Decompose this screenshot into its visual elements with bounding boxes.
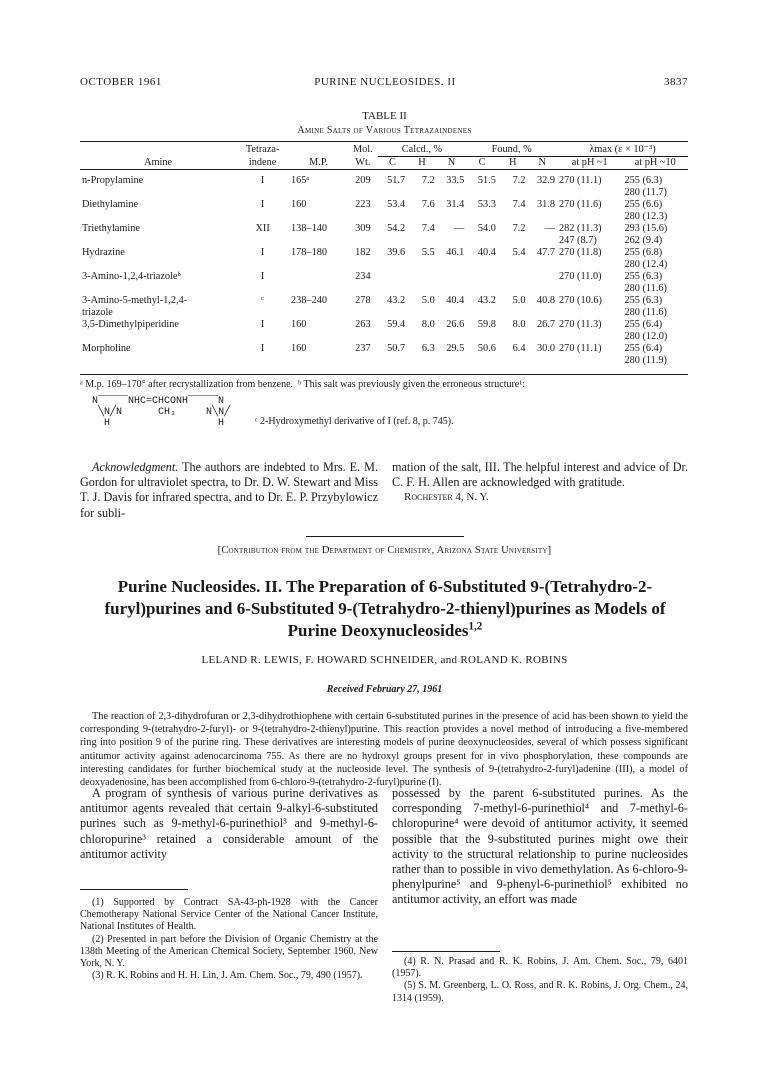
calcd-n-cell [437, 199, 467, 223]
ph1-cell-value: 282 (11.3) [559, 223, 602, 234]
calcd-h-cell-value: 6.3 [421, 343, 435, 354]
calcd-h-cell-value: 5.0 [421, 295, 435, 306]
footnote-rule-left [80, 889, 188, 890]
found-h-cell-value: 7.4 [512, 199, 526, 210]
abstract: The reaction of 2,3-dihydrofuran or 2,3-dihydrothiophene with certain 6-substituted purines in the presence of acid has been shown to yield the corresponding 9-(tetrahydro-2-furyl)- or 9-(tetrahydro-2-thienyl)purine. This reaction provides a novel method of introducing a five-membered ring into position 9 of the purine ring. These derivatives are interesting models of purine deoxynucleosides, several of which possess significant antitumor activity against adenocarcinoma 755. As there are no hydroxyl groups present for in vivo phosphorylation, these compounds are interesting candidates for further biochemical study at the nucleoside level. The synthesis of 9-(tetrahydro-2-furyl)adenine (III), a model of deoxyadenosine, has been accomplished from 6-chloro-9-(tetrahydro-2-furyl)purine (I). [80, 711, 688, 789]
article-title-line-1: Purine Nucleosides. II. The Preparation of 6-Substituted 9-(Tetrahydro-2- [117, 577, 653, 596]
article-title-footnote-ref: 1,2 [468, 620, 483, 633]
calcd-h-cell [407, 295, 437, 319]
col-calcd: Calcd., % [401, 144, 443, 155]
amine-salts-table [80, 144, 688, 367]
molwt-cell [348, 343, 378, 367]
ph1-cell [557, 295, 622, 319]
molwt-cell-value: 182 [355, 247, 371, 258]
tetrazaindene-cell-value: I [260, 319, 265, 330]
ph1-cell-value: 270 (11.3) [559, 319, 602, 330]
found-n-cell [527, 319, 557, 343]
calcd-n-cell-value: 31.4 [446, 199, 465, 210]
col-found-n: N [527, 157, 557, 170]
col-calcd-c: C [378, 157, 408, 170]
calcd-n-cell-value: 29.5 [446, 343, 465, 354]
amine-cell-value: 3-Amino-5-methyl-1,2,4- [82, 295, 188, 306]
article-title [60, 576, 710, 642]
ph1-cell-value: 270 (11.1) [559, 175, 602, 186]
molwt-cell [348, 295, 378, 319]
structure-line-2: ╲N╱N CH₃ N╲N╱ [92, 407, 231, 418]
body-left-column: A program of synthesis of various purine derivatives as antitumor agents revealed that certain 9-alkyl-6-substituted purines such as 9-methyl-6-purinethiol³ and 9-methyl-6-chloropurine³ retained a considerable amount of the antitumor activity [80, 786, 378, 861]
mp-cell-value: 165ᵃ [290, 175, 310, 186]
molwt-cell-value: 234 [355, 271, 371, 282]
col-amine: Amine [144, 156, 173, 168]
calcd-n-cell [437, 295, 467, 319]
footnote-a: ᵃ M.p. 169–170° after recrystallization from benzene. [80, 379, 294, 390]
col-mp: M.P. [309, 156, 328, 168]
ph1-cell [557, 319, 622, 343]
article-title-line-3: Purine Deoxynucleosides [287, 621, 469, 640]
calcd-h-cell [407, 175, 437, 199]
mp-cell [289, 247, 348, 271]
acknowledgment-lead: Acknowledgment. [92, 460, 179, 474]
calcd-c-cell [378, 343, 408, 367]
ph10-cell-value: 255 (6.3) [624, 295, 663, 306]
calcd-h-cell-value: 7.2 [421, 175, 435, 186]
calcd-c-cell-value: 53.4 [387, 199, 406, 210]
found-n-cell [527, 223, 557, 247]
ph10-cell-value: 293 (15.6) [624, 223, 668, 234]
col-found-h: H [498, 157, 528, 170]
amine-cell-value: Morpholine [82, 343, 131, 354]
tetrazaindene-cell-value: I [260, 175, 265, 186]
footnotes-right [392, 956, 688, 1005]
tetrazaindene-cell [236, 223, 289, 247]
molwt-cell [348, 247, 378, 271]
calcd-c-cell [378, 223, 408, 247]
ph10-cell [622, 223, 688, 247]
structure-line-3: H H [92, 418, 225, 429]
found-n-cell [527, 199, 557, 223]
tetrazaindene-cell [236, 319, 289, 343]
table-title: TABLE II [362, 110, 407, 122]
acknowledgment-right-text: mation of the salt, III. The helpful interest and advice of Dr. C. F. H. Allen are acknowledged with gratitude. [392, 460, 688, 490]
found-n-cell-value: — [544, 223, 556, 234]
tetrazaindene-cell [236, 295, 289, 319]
calcd-h-cell [407, 199, 437, 223]
mp-cell [289, 223, 348, 247]
found-h-cell-value: 7.2 [512, 223, 526, 234]
ph1-cell [557, 271, 622, 295]
calcd-h-cell [407, 319, 437, 343]
footnote-5: (5) S. M. Greenberg, L. O. Ross, and R. K. Robins, J. Org. Chem., 24, 1314 (1959). [392, 980, 688, 1004]
col-found: Found, % [491, 144, 532, 155]
calcd-n-cell [437, 343, 467, 367]
found-c-cell [466, 271, 498, 295]
calcd-h-cell [407, 223, 437, 247]
found-h-cell [498, 199, 528, 223]
col-tetrazaindene-1: Tetraza- [245, 144, 280, 155]
molwt-cell-value: 237 [355, 343, 371, 354]
calcd-h-cell [407, 343, 437, 367]
calcd-n-cell [437, 223, 467, 247]
ph10-cell-value: 255 (6.3) [624, 175, 663, 186]
molwt-cell [348, 223, 378, 247]
col-ph10: at pH ~10 [622, 157, 688, 170]
found-n-cell-value: 26.7 [537, 319, 556, 330]
mp-cell [289, 343, 348, 367]
calcd-c-cell-value: 39.6 [387, 247, 406, 258]
calcd-n-cell-value: 33.5 [446, 175, 465, 186]
running-header-title: PURINE NUCLEOSIDES. II [314, 76, 456, 88]
molwt-cell [348, 319, 378, 343]
tetrazaindene-cell-value: I [260, 343, 265, 354]
calcd-h-cell-value: 5.5 [421, 247, 435, 258]
ph10-cell-value-2: 262 (9.4) [624, 235, 663, 246]
col-ph1: at pH ~1 [557, 157, 622, 170]
footnote-4: (4) R. N. Prasad and R. K. Robins, J. Am. Chem. Soc., 79, 6401 (1957). [392, 956, 688, 980]
found-n-cell-value: 40.8 [537, 295, 556, 306]
ph10-cell [622, 247, 688, 271]
found-n-cell [527, 295, 557, 319]
article-title-line-2: furyl)purines and 6-Substituted 9-(Tetrahydro-2-thienyl)purines as Models of [104, 599, 666, 618]
table-caption: Amine Salts of Various Tetrazaindenes [297, 125, 472, 136]
found-h-cell [498, 223, 528, 247]
ph10-cell [622, 271, 688, 295]
ph10-cell [622, 343, 688, 367]
amine-cell [80, 295, 236, 319]
calcd-n-cell [437, 175, 467, 199]
tetrazaindene-cell [236, 247, 289, 271]
amine-cell [80, 247, 236, 271]
molwt-cell [348, 199, 378, 223]
col-molwt-1: Mol. [352, 144, 373, 155]
found-c-cell [466, 295, 498, 319]
molwt-cell [348, 175, 378, 199]
mp-cell [289, 271, 348, 295]
found-n-cell [527, 343, 557, 367]
footnotes-left [80, 897, 378, 982]
ph1-cell-value-2: 247 (8.7) [559, 235, 597, 246]
found-c-cell-value: 59.8 [477, 319, 496, 330]
calcd-c-cell [378, 247, 408, 271]
acknowledgment-text: The authors are indebted to Mrs. E. M. Gordon for ultraviolet spectra, to Dr. D. W. Stewart and Miss T. J. Davis for infrared spectra, and to Dr. E. P. Przybylowicz for subli- [80, 460, 378, 520]
ph1-cell-value: 270 (11.1) [559, 343, 602, 354]
found-c-cell-value: 40.4 [477, 247, 496, 258]
amine-cell-value: 3,5-Dimethylpiperidine [82, 319, 179, 330]
received-date: Received February 27, 1961 [326, 684, 443, 695]
calcd-c-cell [378, 175, 408, 199]
col-molwt-2: Wt. [355, 156, 371, 168]
ph10-cell-value: 255 (6.8) [624, 247, 663, 258]
ph1-cell-value: 270 (10.6) [559, 295, 602, 306]
found-c-cell [466, 175, 498, 199]
amine-cell [80, 319, 236, 343]
erroneous-structure [92, 396, 230, 429]
amine-cell [80, 271, 236, 295]
table-header-row-1 [80, 144, 688, 157]
table-row [80, 295, 688, 319]
ph1-cell [557, 223, 622, 247]
mp-cell [289, 319, 348, 343]
ph10-cell-value-2: 280 (12.4) [624, 259, 668, 270]
tetrazaindene-cell-value: ᶜ [261, 295, 264, 306]
amine-cell-value: Triethylamine [82, 223, 140, 234]
found-h-cell [498, 295, 528, 319]
calcd-n-cell [437, 247, 467, 271]
acknowledgment-left [80, 460, 378, 521]
ph10-cell-value: 255 (6.6) [624, 199, 663, 210]
found-c-cell-value: 50.6 [477, 343, 496, 354]
tetrazaindene-cell-value: I [260, 247, 265, 258]
tetrazaindene-cell [236, 271, 289, 295]
ph1-cell-value: 270 (11.6) [559, 199, 602, 210]
calcd-h-cell-value: 8.0 [421, 319, 435, 330]
molwt-cell-value: 223 [355, 199, 371, 210]
calcd-c-cell-value: 50.7 [387, 343, 406, 354]
mp-cell-value: 160 [290, 343, 307, 354]
amine-cell [80, 343, 236, 367]
found-c-cell [466, 223, 498, 247]
calcd-h-cell-value: 7.6 [421, 199, 435, 210]
calcd-n-cell-value: 26.6 [446, 319, 465, 330]
table-row [80, 175, 688, 199]
tetrazaindene-cell [236, 175, 289, 199]
mp-cell-value: 238–240 [290, 295, 328, 306]
ph1-cell [557, 199, 622, 223]
calcd-n-cell-value: 46.1 [446, 247, 465, 258]
calcd-h-cell [407, 247, 437, 271]
ph10-cell [622, 175, 688, 199]
table-header-row-2 [80, 157, 688, 170]
ph10-cell-value-2: 280 (12.3) [624, 211, 668, 222]
col-calcd-h: H [407, 157, 437, 170]
molwt-cell-value: 278 [355, 295, 371, 306]
col-found-c: C [466, 157, 498, 170]
section-divider [306, 536, 464, 537]
footnote-rule-right [392, 951, 500, 952]
footnote-b: ᵇ This salt was previously given the erroneous structure¹: [298, 379, 526, 390]
amine-cell-value: Diethylamine [82, 199, 139, 210]
molwt-cell-value: 309 [355, 223, 371, 234]
found-c-cell-value: 51.5 [477, 175, 496, 186]
amine-cell [80, 223, 236, 247]
mp-cell-value: 160 [290, 319, 307, 330]
calcd-c-cell-value: 51.7 [387, 175, 406, 186]
table-row [80, 343, 688, 367]
location: Rochester 4, N. Y. [404, 491, 489, 504]
tetrazaindene-cell-value: I [260, 199, 265, 210]
found-h-cell [498, 175, 528, 199]
found-h-cell [498, 343, 528, 367]
calcd-c-cell-value: 59.4 [387, 319, 406, 330]
col-calcd-n: N [437, 157, 467, 170]
tetrazaindene-cell [236, 199, 289, 223]
tetrazaindene-cell-value: XII [255, 223, 270, 234]
molwt-cell-value: 209 [355, 175, 371, 186]
footnote-1: (1) Supported by Contract SA-43-ph-1928 with the Cancer Chemotherapy National Service Center of the National Cancer Institute, National Institutes of Health. [80, 897, 378, 933]
structure-line-1: N‾‾‾‾‾NHC=CHCONH‾‾‾‾‾N [92, 396, 225, 407]
found-n-cell-value: 31.8 [537, 199, 556, 210]
ph10-cell [622, 319, 688, 343]
found-h-cell [498, 271, 528, 295]
page-number: 3837 [664, 76, 688, 88]
calcd-h-cell-value: 7.4 [421, 223, 435, 234]
table-row [80, 247, 688, 271]
ph10-cell-value: 255 (6.4) [624, 343, 663, 354]
table-footnotes [80, 378, 688, 391]
calcd-c-cell [378, 199, 408, 223]
found-c-cell-value: 53.3 [477, 199, 496, 210]
calcd-n-cell-value: — [453, 223, 465, 234]
found-h-cell [498, 319, 528, 343]
table-row [80, 319, 688, 343]
table-row [80, 223, 688, 247]
calcd-h-cell [407, 271, 437, 295]
calcd-n-cell-value: 40.4 [446, 295, 465, 306]
calcd-c-cell [378, 271, 408, 295]
found-c-cell [466, 247, 498, 271]
calcd-c-cell [378, 319, 408, 343]
calcd-c-cell-value: 43.2 [387, 295, 406, 306]
table-top-rule [80, 141, 688, 142]
footnote-3: (3) R. K. Robins and H. H. Lin, J. Am. Chem. Soc., 79, 490 (1957). [92, 970, 363, 982]
mp-cell [289, 199, 348, 223]
amine-cell-value: n-Propylamine [82, 175, 144, 186]
table-row [80, 271, 688, 295]
tetrazaindene-cell [236, 343, 289, 367]
ph1-cell [557, 175, 622, 199]
found-h-cell-value: 6.4 [512, 343, 526, 354]
mp-cell [289, 295, 348, 319]
molwt-cell-value: 263 [355, 319, 371, 330]
tetrazaindene-cell-value: I [260, 271, 265, 282]
found-c-cell-value: 43.2 [477, 295, 496, 306]
footnote-2: (2) Presented in part before the Division of Organic Chemistry at the 138th Meeting of the American Chemical Society, September 1960, New York, N. Y. [80, 933, 378, 970]
ph1-cell-value: 270 (11.8) [559, 247, 602, 258]
contribution-line: [Contribution from the Department of Chemistry, Arizona State University] [217, 545, 552, 556]
amine-cell-value: Hydrazine [82, 247, 125, 258]
found-n-cell-value: 30.0 [537, 343, 556, 354]
amine-cell-value: 3-Amino-1,2,4-triazoleᵇ [82, 271, 181, 282]
found-n-cell [527, 271, 557, 295]
col-lambda: λmax (ε × 10⁻³) [589, 144, 656, 155]
ph10-cell-value-2: 280 (12.0) [624, 331, 668, 342]
body-right-column: possessed by the parent 6-substituted purines. As the corresponding 7-methyl-6-purinethiol⁴ and 7-methyl-6-chloropurine⁴ were devoid of antitumor activity, it seemed possible that the 9-substituted purines might owe their activity to the structural relationship to purine nucleosides rather than to possible in vivo demethylation. As 6-chloro-9-phenylpurine⁵ and 9-phenyl-6-purinethiol⁵ exhibited no antitumor activity, an effort was made [392, 786, 688, 907]
mp-cell [289, 175, 348, 199]
ph1-cell-value: 270 (11.0) [559, 271, 602, 282]
amine-cell-value-2: triazole [82, 307, 113, 318]
ph10-cell-value: 255 (6.4) [624, 319, 663, 330]
running-header-date: OCTOBER 1961 [80, 76, 162, 88]
table-row [80, 199, 688, 223]
found-n-cell-value: 32.9 [537, 175, 556, 186]
found-h-cell [498, 247, 528, 271]
found-h-cell-value: 5.0 [512, 295, 526, 306]
table-body [80, 175, 688, 367]
ph1-cell [557, 343, 622, 367]
found-h-cell-value: 7.2 [512, 175, 526, 186]
calcd-c-cell-value: 54.2 [387, 223, 406, 234]
ph10-cell-value-2: 280 (11.9) [624, 355, 667, 366]
amine-cell [80, 199, 236, 223]
col-tetrazaindene-2: indene [248, 156, 277, 168]
found-c-cell [466, 319, 498, 343]
ph10-cell [622, 295, 688, 319]
found-c-cell [466, 199, 498, 223]
found-n-cell [527, 247, 557, 271]
ph1-cell [557, 247, 622, 271]
ph10-cell-value: 255 (6.3) [624, 271, 663, 282]
ph10-cell-value-2: 280 (11.6) [624, 283, 667, 294]
acknowledgment-right [392, 460, 688, 506]
found-h-cell-value: 8.0 [512, 319, 526, 330]
molwt-cell [348, 271, 378, 295]
footnote-c: ᶜ 2-Hydroxymethyl derivative of I (ref. 8, p. 745). [255, 416, 454, 427]
calcd-n-cell [437, 271, 467, 295]
ph10-cell-value-2: 280 (11.6) [624, 307, 667, 318]
authors: LELAND R. LEWIS, F. HOWARD SCHNEIDER, and ROLAND K. ROBINS [201, 654, 568, 666]
ph10-cell-value-2: 280 (11.7) [624, 187, 667, 198]
found-c-cell-value: 54.0 [477, 223, 496, 234]
amine-cell [80, 175, 236, 199]
found-n-cell-value: 47.7 [537, 247, 556, 258]
table-bottom-rule [80, 374, 688, 375]
found-h-cell-value: 5.4 [512, 247, 526, 258]
found-n-cell [527, 175, 557, 199]
mp-cell-value: 178–180 [290, 247, 328, 258]
mp-cell-value: 138–140 [290, 223, 328, 234]
ph10-cell [622, 199, 688, 223]
found-c-cell [466, 343, 498, 367]
mp-cell-value: 160 [290, 199, 307, 210]
calcd-c-cell [378, 295, 408, 319]
calcd-n-cell [437, 319, 467, 343]
